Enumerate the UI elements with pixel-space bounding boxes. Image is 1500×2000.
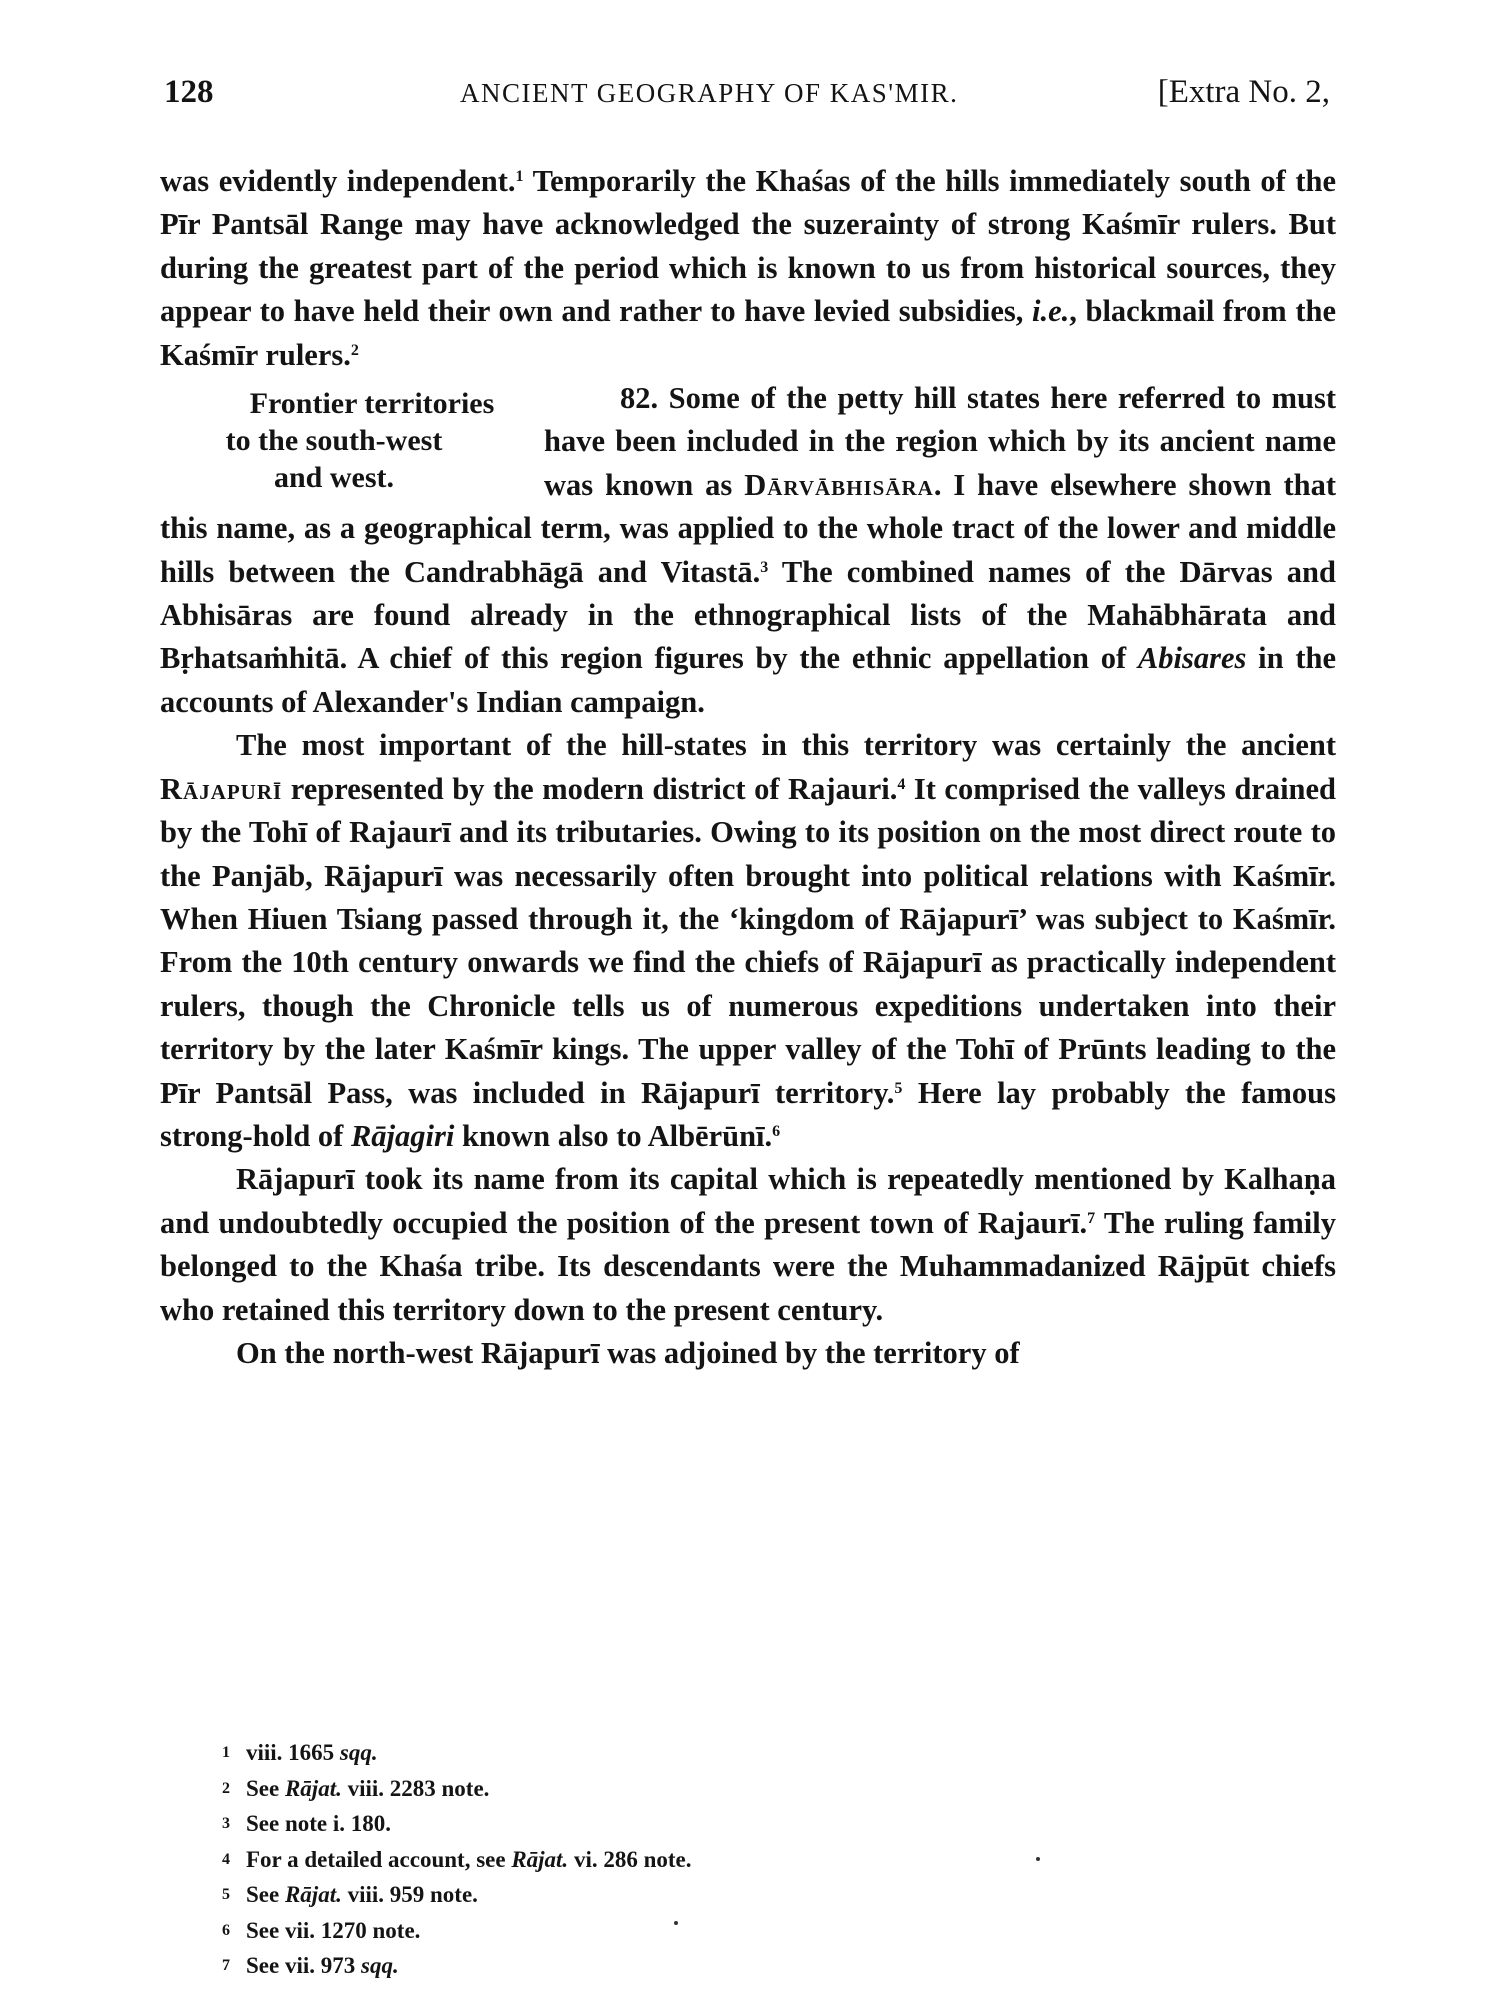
page-number: 128 [164,74,214,110]
text-run: See note i. 180. [246,1811,392,1836]
text-run: See vii. 1270 note. [246,1917,421,1943]
footnote [222,1735,1122,1771]
text-run: represented by the modern district of Rajauri. [282,771,898,806]
footnote [222,1877,1122,1913]
print-speck [674,1921,678,1925]
main-text [160,160,1336,1375]
footnote-number: 5 [222,1886,230,1903]
sidenote-line: and west. [273,461,394,495]
footnote-number: 4 [222,1850,230,1868]
text-run: It comprised the valleys drained by the Tohī of Rajaurī and its tributaries. Owing to its position on the most direct route to the Panjāb, Rājapurī was necessarily often brought into political relations with Kaśmīr. When Hiuen Tsiang passed through it, the ‘kingdom of Rājapurī’ was subject to Kaśmīr. From the 10th century onwards we find the chiefs of Rājapurī as practically independent rulers, though the Chronicle tells us of numerous expeditions undertaken into their territory by the later Kaśmīr kings. The upper valley of the Tohī of Prūnts leading to the Pīr Pantsāl Pass, was included in Rājapurī territory. [160,771,1337,1110]
text-run: Rājat. [511,1846,569,1872]
text-run: 82. [620,381,659,416]
footnote [222,1948,1122,1984]
text-run: known also to Albērūnī. [454,1118,773,1153]
paragraph-section-82 [160,377,1336,724]
text-run: The most important of the hill-states in this territory was certainly the ancient [236,728,1336,763]
sidenote-line: to the south-west [225,424,443,458]
text-run: For a detailed account, see [246,1846,512,1872]
text-run: The ruling family belonged to the Khaśa tribe. Its descendants were the Muhammadanized Rājpūt chiefs who retained this territory down to the present century. [160,1205,1337,1327]
footnote-ref: 2 [350,341,359,359]
footnote-number: 7 [222,1957,230,1974]
footnote-number: 6 [222,1921,230,1939]
text-run: Rājapurī took its name from its capital which is repeatedly mentioned by Kalhaṇa and undoubtedly occupied the position of the present town of Rajaurī. [160,1162,1336,1240]
paragraph [160,1332,1336,1375]
footnote-number: 2 [222,1779,230,1797]
footnote [222,1771,1122,1807]
paragraph [160,1158,1336,1332]
paragraph [160,160,1336,377]
text-run: On the north-west Rājapurī was adjoined by the territory of [236,1335,1020,1370]
footnote [222,1842,1122,1878]
text-run: Some of the petty hill states here referred to must have been included in the region which by its ancient name was known as [544,381,1336,502]
text-run: Rājat. [284,1882,342,1907]
text-run: vi. 286 note. [568,1846,692,1872]
text-run: The combined names of the Dārvas and Abhisāras are found already in the ethnographical lists of the Mahābhārata and Bṛhatsaṁhitā. A chief of this region figures by the ethnic appellation of [160,554,1336,676]
text-run: sqq. [361,1953,399,1978]
print-speck [1036,1857,1040,1861]
footnote-ref: 6 [772,1122,781,1140]
text-run: viii. 1665 [246,1740,340,1765]
footnote-ref: 5 [894,1079,903,1097]
text-run: . I have elsewhere shown that this name, as a geographical term, was applied to the whole tract of the lower and middle hills between the Candrabhāgā and Vitastā. [160,467,1337,589]
text-run: See [246,1775,285,1801]
sidenote-line: Frontier territories [249,387,495,421]
text-run: viii. 959 note. [341,1882,478,1907]
footnote-ref: 7 [1087,1209,1096,1227]
series-note: [Extra No. 2, [1157,74,1330,110]
text-run: Rājagiri [350,1118,455,1153]
text-run: Temporarily the Khaśas of the hills immediately south of the Pīr Pantsāl Range may have acknowledged the suzerainty of strong Kaśmīr rulers. But during the greatest part of the period which is known to us from historical sources, they appear to have held their own and rather to have levied subsidies, [160,164,1337,329]
footnote [222,1806,1122,1842]
running-title: ANCIENT GEOGRAPHY OF KAS'MIR. [460,78,959,108]
text-run: was evidently independent. [160,164,516,198]
text-run: See [246,1882,285,1907]
text-run: Rājat. [284,1775,342,1801]
footnotes [222,1735,1122,1984]
text-run: Rājapurī [160,771,283,806]
text-run: sqq. [339,1740,378,1765]
footnote-ref: 4 [897,775,906,793]
text-run: Abisares [1137,641,1247,676]
text-run: , blackmail from the Kaśmīr rulers. [160,294,1336,372]
footnote-number: 1 [222,1744,230,1761]
footnote-number: 3 [222,1815,230,1832]
footnote [222,1913,1122,1949]
text-run: Dārvābhisāra [744,467,934,502]
footnote-ref: 3 [760,558,769,576]
footnote-ref: 1 [515,168,524,185]
running-header [160,74,1336,124]
text-run: Here lay probably the famous strong-hold of [160,1075,1336,1153]
text-run: See vii. 973 [246,1953,361,1978]
paragraph [160,724,1336,1158]
text-run: viii. 2283 note. [341,1775,490,1801]
margin-sidenote [160,385,508,496]
text-run: in the accounts of Alexander's Indian campaign. [160,641,1336,719]
text-run: i.e. [1031,294,1070,329]
